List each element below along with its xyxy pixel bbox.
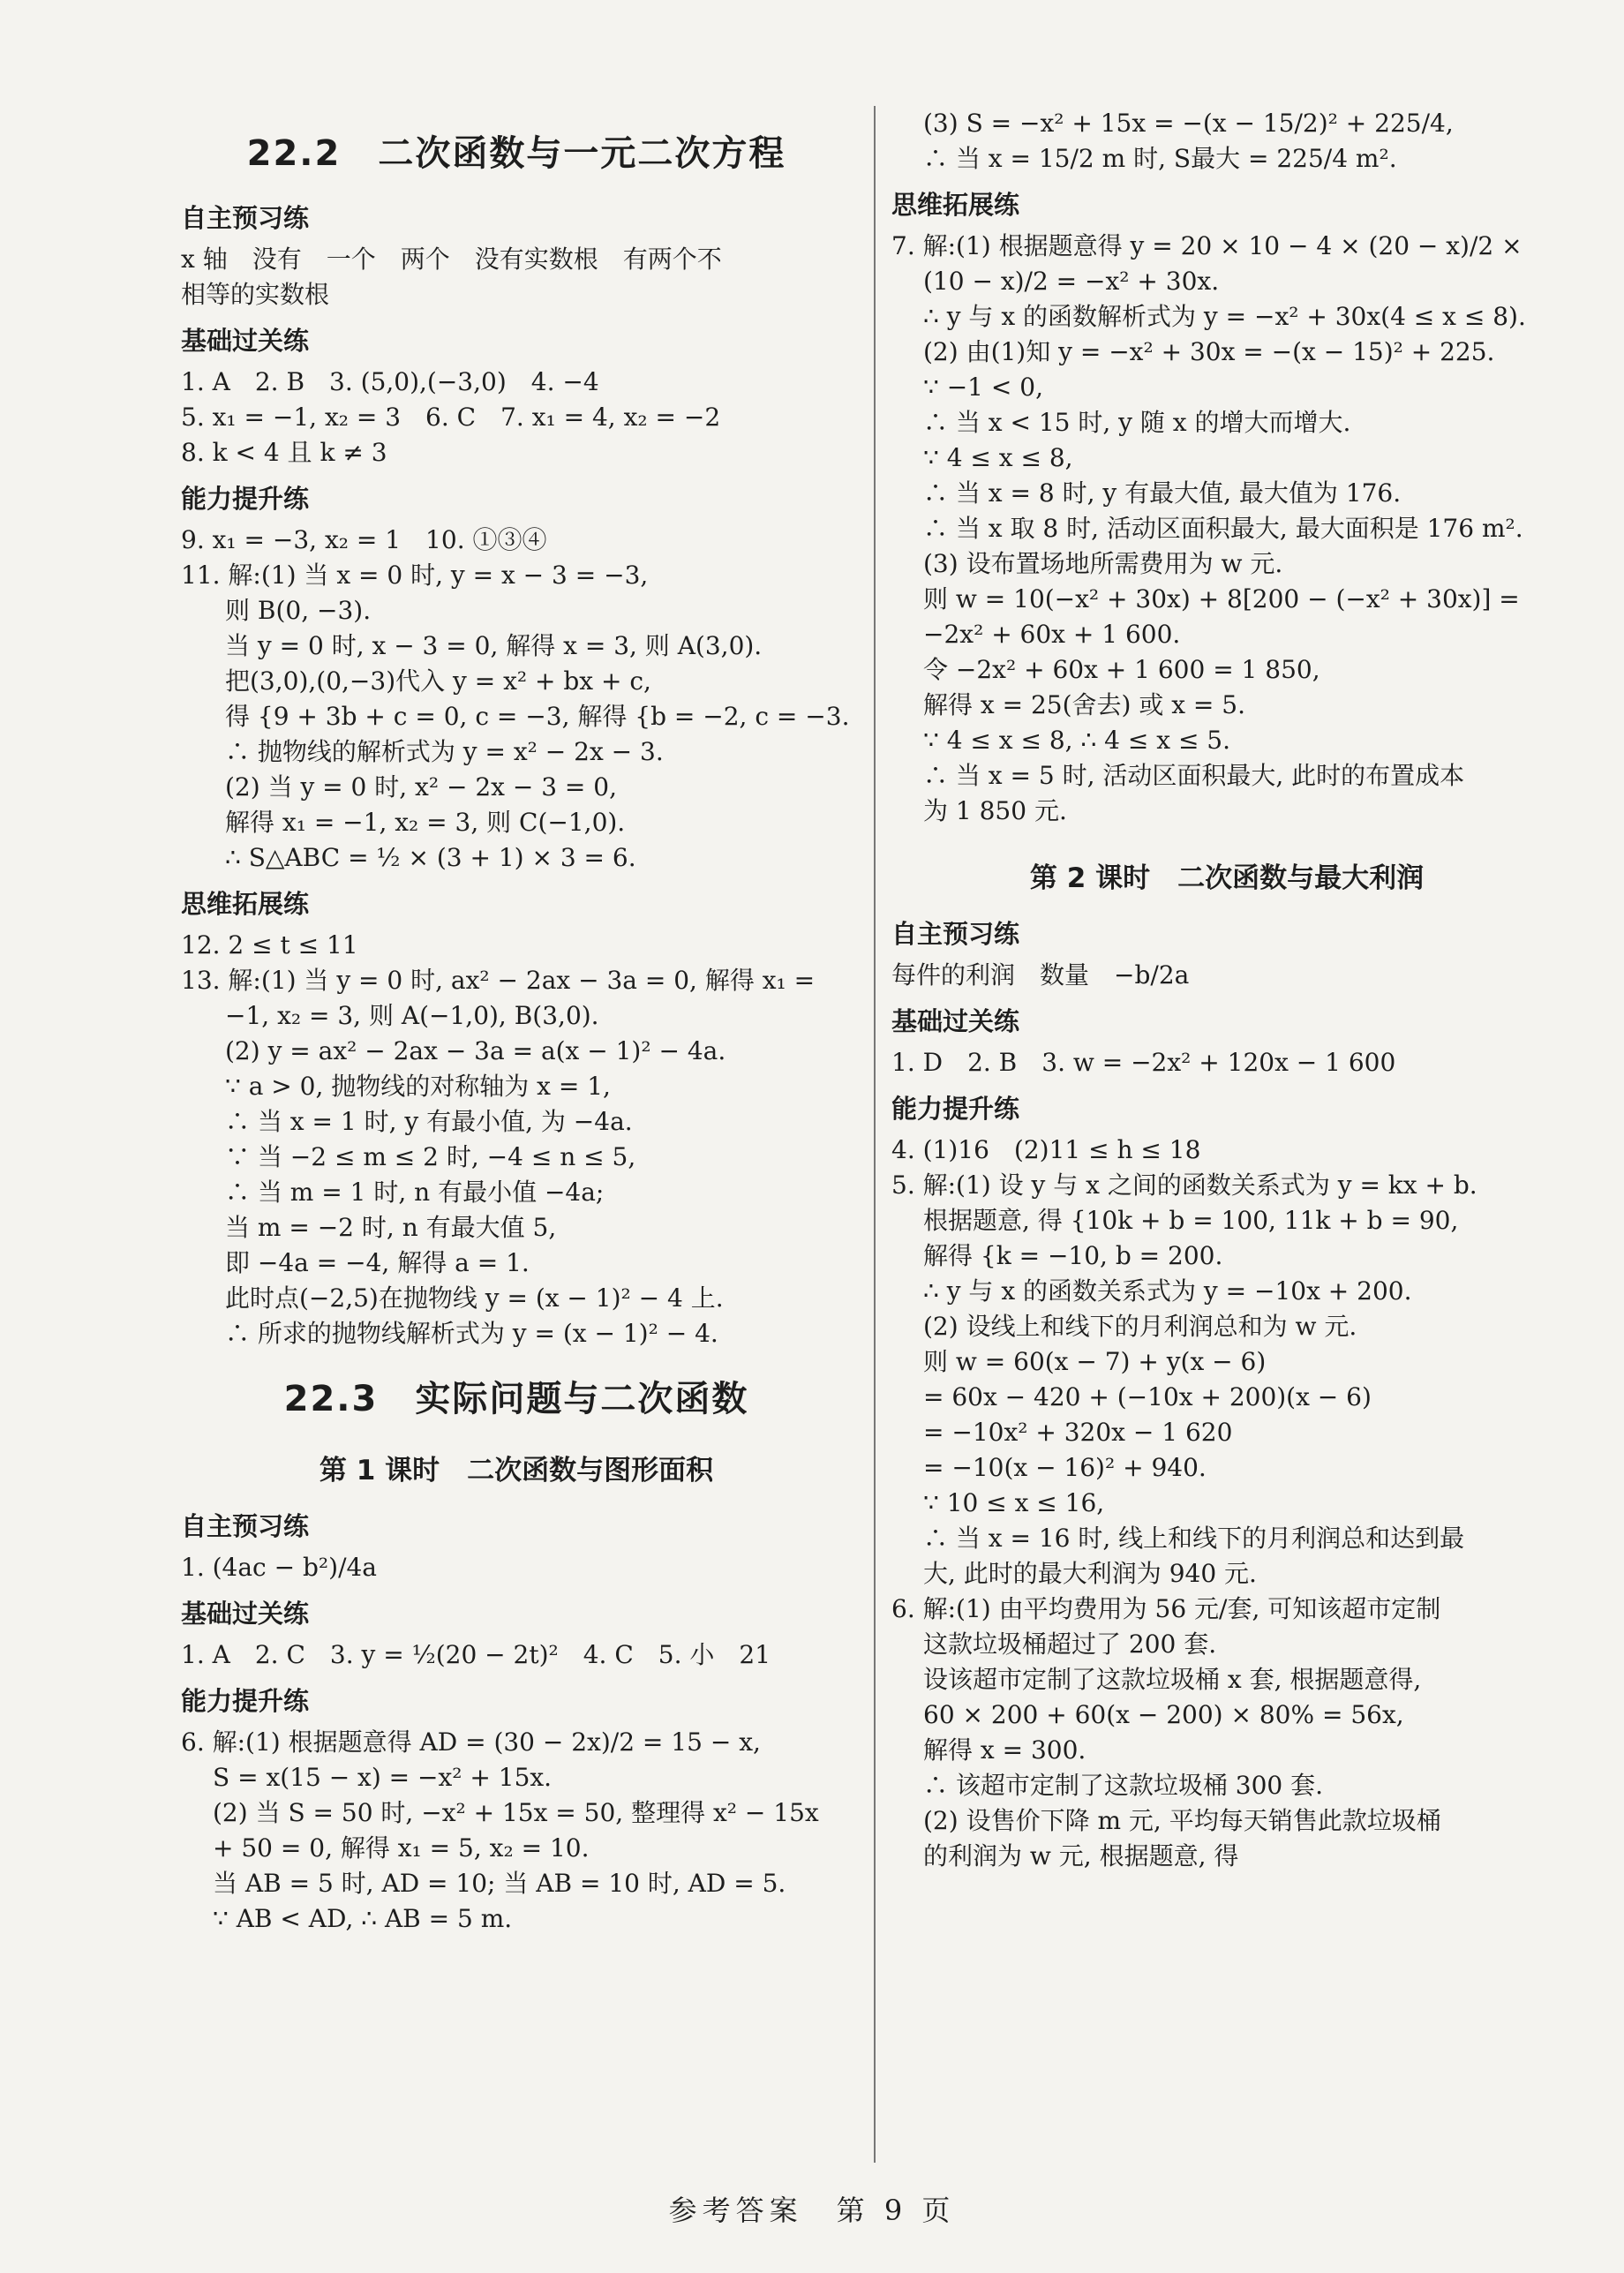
text-line: 把(3,0),(0,−3)代入 y = x² + bx + c, (225, 666, 651, 696)
answer-block (891, 229, 1562, 264)
text-line: (3) S = −x² + 15x = −(x − 15/2)² + 225/4, (923, 109, 1454, 138)
text-line: −2x² + 60x + 1 600. (923, 620, 1181, 649)
solution-steps (181, 998, 852, 1351)
text-line: ∴ 当 x = 8 时, y 有最大值, 最大值为 176. (923, 478, 1402, 508)
text-line: 60 × 200 + 60(x − 200) × 80% = 56x, (923, 1700, 1404, 1729)
text-line: ∴ 该超市定制了这款垃圾桶 300 套. (923, 1771, 1324, 1800)
text-line: ∵ 4 ≤ x ≤ 8, (923, 443, 1073, 472)
text-line: (2) y = ax² − 2ax − 3a = a(x − 1)² − 4a. (225, 1036, 726, 1065)
text-line: (2) 由(1)知 y = −x² + 30x = −(x − 15)² + 225. (923, 337, 1495, 366)
text-line: 1. (4ac − b²)/4a (181, 1553, 378, 1582)
text-line: 根据题意, 得 {10k + b = 100, 11k + b = 90, (923, 1206, 1459, 1235)
text-line: ∴ 抛物线的解析式为 y = x² − 2x − 3. (225, 737, 664, 766)
answer-block (891, 958, 1562, 993)
category-heading: 基础过关练 (181, 1599, 310, 1629)
text-line: 解得 {k = −10, b = 200. (923, 1241, 1223, 1270)
text-line: ∵ AB < AD, ∴ AB = 5 m. (213, 1904, 513, 1933)
answer-block (181, 523, 852, 593)
text-line: 7. 解:(1) 根据题意得 y = 20 × 10 − 4 × (20 − x)/2 × (891, 231, 1522, 260)
answer-block (891, 1045, 1562, 1080)
text-line: 大, 此时的最大利润为 940 元. (923, 1559, 1257, 1588)
left-column (181, 106, 852, 2158)
category-heading: 思维拓展练 (181, 889, 310, 919)
right-column (891, 106, 1562, 2158)
solution-steps (891, 106, 1562, 177)
text-line: + 50 = 0, 解得 x₁ = 5, x₂ = 10. (213, 1833, 590, 1863)
text-line: ∴ 当 x 取 8 时, 活动区面积最大, 最大面积是 176 m². (923, 514, 1523, 543)
answer-block (181, 1550, 852, 1585)
text-line: 则 B(0, −3). (225, 596, 372, 625)
text-line: x 轴 没有 一个 两个 没有实数根 有两个不 (181, 245, 722, 274)
text-line: 当 AB = 5 时, AD = 10; 当 AB = 10 时, AD = 5. (213, 1869, 786, 1898)
text-line: ∴ 当 x = 15/2 m 时, S最大 = 225/4 m². (923, 144, 1397, 173)
text-line: 当 y = 0 时, x − 3 = 0, 解得 x = 3, 则 A(3,0). (225, 631, 763, 660)
text-line: 当 m = −2 时, n 有最大值 5, (225, 1213, 557, 1242)
text-line: 8. k < 4 且 k ≠ 3 (181, 438, 387, 467)
text-line: 1. D 2. B 3. w = −2x² + 120x − 1 600 (891, 1048, 1396, 1077)
text-line: −1, x₂ = 3, 则 A(−1,0), B(3,0). (225, 1001, 599, 1030)
text-line: 6. 解:(1) 根据题意得 AD = (30 − 2x)/2 = 15 − x, (181, 1727, 761, 1757)
answer-block (181, 365, 852, 470)
category-heading: 思维拓展练 (891, 190, 1020, 220)
category-heading: 自主预习练 (181, 203, 310, 233)
text-line: 得 {9 + 3b + c = 0, c = −3, 解得 {b = −2, c = −3. (225, 702, 850, 731)
answer-block (891, 1592, 1562, 1627)
text-line: ∴ y 与 x 的函数关系式为 y = −10x + 200. (923, 1276, 1412, 1306)
category-heading: 自主预习练 (181, 1511, 310, 1541)
text-line: S = x(15 − x) = −x² + 15x. (213, 1763, 553, 1792)
section-title-22-3: 22.3 实际问题与二次函数 (283, 1379, 749, 1419)
column-divider (874, 106, 876, 2163)
text-line: 令 −2x² + 60x + 1 600 = 1 850, (923, 655, 1320, 684)
text-line: (2) 设售价下降 m 元, 平均每天销售此款垃圾桶 (923, 1806, 1441, 1835)
section-title-22-2: 22.2 二次函数与一元二次方程 (246, 133, 786, 174)
text-line: 1. A 2. B 3. (5,0),(−3,0) 4. −4 (181, 367, 599, 396)
text-line: ∴ y 与 x 的函数解析式为 y = −x² + 30x(4 ≤ x ≤ 8). (923, 302, 1526, 331)
text-line: 为 1 850 元. (923, 796, 1067, 825)
text-line: = −10x² + 320x − 1 620 (923, 1418, 1233, 1447)
text-line: 即 −4a = −4, 解得 a = 1. (225, 1248, 530, 1277)
text-line: 相等的实数根 (181, 280, 330, 309)
text-line: 这款垃圾桶超过了 200 套. (923, 1629, 1217, 1659)
text-line: (2) 当 S = 50 时, −x² + 15x = 50, 整理得 x² − 15x (213, 1798, 819, 1827)
text-line: 6. 解:(1) 由平均费用为 56 元/套, 可知该超市定制 (891, 1594, 1441, 1623)
text-line: ∵ 10 ≤ x ≤ 16, (923, 1488, 1105, 1517)
solution-steps (891, 264, 1562, 829)
text-line: 则 w = 10(−x² + 30x) + 8[200 − (−x² + 30x)] = (923, 584, 1520, 613)
text-line: 11. 解:(1) 当 x = 0 时, y = x − 3 = −3, (181, 561, 649, 590)
answer-block (181, 928, 852, 998)
text-line: 每件的利润 数量 −b/2a (891, 960, 1190, 990)
text-line: 1. A 2. C 3. y = ½(20 − 2t)² 4. C 5. 小 21 (181, 1640, 771, 1669)
text-line: 解得 x₁ = −1, x₂ = 3, 则 C(−1,0). (225, 808, 626, 837)
text-line: 解得 x = 25(舍去) 或 x = 5. (923, 690, 1245, 719)
text-line: ∴ 当 m = 1 时, n 有最小值 −4a; (225, 1178, 605, 1207)
answer-block (181, 242, 852, 312)
text-line: 9. x₁ = −3, x₂ = 1 10. ①③④ (181, 525, 547, 554)
text-line: ∵ 当 −2 ≤ m ≤ 2 时, −4 ≤ n ≤ 5, (225, 1142, 636, 1171)
answer-block (181, 1725, 852, 1760)
category-heading: 基础过关练 (891, 1006, 1020, 1036)
text-line: ∵ −1 < 0, (923, 373, 1043, 402)
answer-block (891, 1133, 1562, 1203)
solution-steps (891, 1627, 1562, 1874)
category-heading: 能力提升练 (181, 484, 310, 514)
solution-steps (181, 1760, 852, 1937)
text-line: (3) 设布置场地所需费用为 w 元. (923, 549, 1283, 578)
text-line: 12. 2 ≤ t ≤ 11 (181, 930, 358, 960)
text-line: ∵ a > 0, 抛物线的对称轴为 x = 1, (225, 1072, 611, 1101)
text-line: ∴ 当 x = 16 时, 线上和线下的月利润总和达到最 (923, 1524, 1465, 1553)
text-line: (2) 当 y = 0 时, x² − 2x − 3 = 0, (225, 772, 617, 802)
text-line: 的利润为 w 元, 根据题意, 得 (923, 1841, 1239, 1870)
text-line: (10 − x)/2 = −x² + 30x. (923, 267, 1220, 296)
text-line: = −10(x − 16)² + 940. (923, 1453, 1207, 1482)
text-line: 解得 x = 300. (923, 1735, 1086, 1765)
text-line: 设该超市定制了这款垃圾桶 x 套, 根据题意得, (923, 1665, 1422, 1694)
solution-steps (181, 593, 852, 876)
text-line: 4. (1)16 (2)11 ≤ h ≤ 18 (891, 1135, 1201, 1164)
text-line: ∴ 所求的抛物线解析式为 y = (x − 1)² − 4. (225, 1319, 718, 1348)
text-line: 此时点(−2,5)在抛物线 y = (x − 1)² − 4 上. (225, 1283, 724, 1313)
category-heading: 基础过关练 (181, 326, 310, 356)
lesson-title-1: 第 1 课时 二次函数与图形面积 (319, 1455, 714, 1486)
category-heading: 能力提升练 (181, 1686, 310, 1716)
text-line: 5. 解:(1) 设 y 与 x 之间的函数关系式为 y = kx + b. (891, 1170, 1477, 1200)
text-line: (2) 设线上和线下的月利润总和为 w 元. (923, 1312, 1357, 1341)
category-heading: 能力提升练 (891, 1094, 1020, 1124)
answer-block (181, 1637, 852, 1673)
text-line: 13. 解:(1) 当 y = 0 时, ax² − 2ax − 3a = 0, 解得 x₁ = (181, 966, 816, 995)
lesson-title-2: 第 2 课时 二次函数与最大利润 (1029, 862, 1425, 894)
category-heading: 自主预习练 (891, 919, 1020, 949)
solution-steps (891, 1203, 1562, 1592)
page-footer: 参考答案 第 9 页 (668, 2194, 956, 2227)
text-line: = 60x − 420 + (−10x + 200)(x − 6) (923, 1382, 1372, 1411)
text-line: 则 w = 60(x − 7) + y(x − 6) (923, 1347, 1267, 1376)
text-line: ∴ 当 x = 1 时, y 有最小值, 为 −4a. (225, 1107, 633, 1136)
text-line: ∴ S△ABC = ½ × (3 + 1) × 3 = 6. (225, 843, 636, 872)
text-line: ∵ 4 ≤ x ≤ 8, ∴ 4 ≤ x ≤ 5. (923, 726, 1231, 755)
text-line: 5. x₁ = −1, x₂ = 3 6. C 7. x₁ = 4, x₂ = −2 (181, 403, 721, 432)
text-line: ∴ 当 x < 15 时, y 随 x 的增大而增大. (923, 408, 1351, 437)
text-line: ∴ 当 x = 5 时, 活动区面积最大, 此时的布置成本 (923, 761, 1465, 790)
